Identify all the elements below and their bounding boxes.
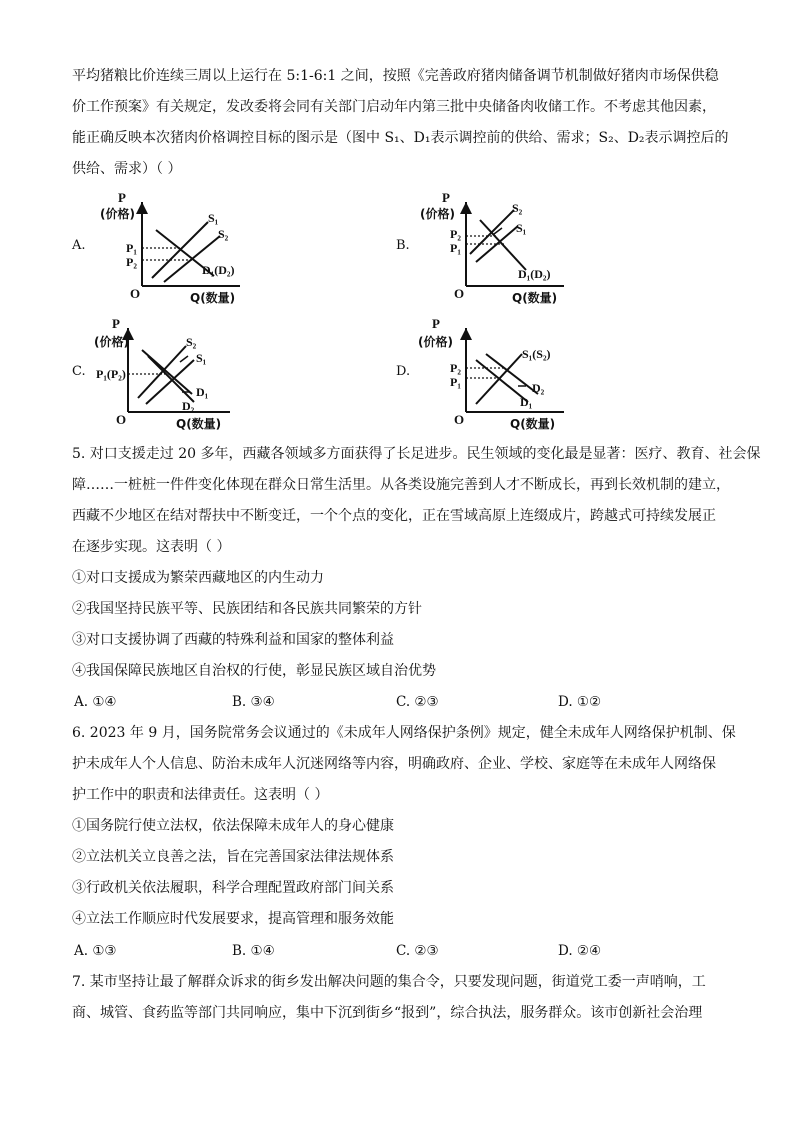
graph-c-origin: O — [116, 412, 127, 427]
graph-c-p-axis-label: P — [112, 316, 120, 331]
graph-d-supply-label: S₁(S₂) — [522, 347, 551, 361]
question-7-line-2: 商、城管、食药监等部门共同响应，集中下沉到街乡“报到”，综合执法，服务群众。该市创新社会治理 — [72, 1005, 703, 1021]
question-6-statement-3: ③行政机关依法履职，科学合理配置政府部门间关系 — [72, 880, 394, 896]
question-4-line-4: 供给、需求）（ ） — [72, 161, 182, 177]
graph-a-p-unit-label: (价格) — [100, 207, 135, 221]
graph-a-price-2-label: P₂ — [126, 255, 137, 269]
graph-d-origin: O — [454, 412, 465, 427]
graph-a-supply-2-label: S₂ — [218, 227, 229, 241]
question-7-line-1: 7. 某市坚持让最了解群众诉求的街乡发出解决问题的集合令，只要发现问题，街道党工委一声哨响，工 — [72, 974, 706, 990]
graph-c-price-label: P₁(P₂) — [96, 367, 126, 381]
graph-d-option-label: D. — [396, 364, 411, 379]
question-5-line-3: 西藏不少地区在结对帮扶中不断变迁，一个个点的变化，正在雪域高原上连缀成片，跨越式可持续发展正 — [72, 508, 716, 524]
question-6-line-1: 6. 2023 年 9 月，国务院常务会议通过的《未成年人网络保护条例》规定，健全未成年人网络保护机制、保 — [72, 725, 736, 741]
graph-b-price-1-label: P₁ — [450, 241, 461, 255]
question-5-statement-3: ③对口支援协调了西藏的特殊利益和国家的整体利益 — [72, 632, 394, 648]
graph-a-origin: O — [130, 286, 141, 301]
graph-d — [414, 316, 584, 436]
graph-d-demand-1-label: D₁ — [520, 395, 533, 409]
graph-c-option-label: C. — [72, 364, 86, 379]
graph-b-origin: O — [454, 286, 465, 301]
graph-d-price-1-label: P₁ — [450, 375, 461, 389]
question-6-statement-1: ①国务院行使立法权，依法保障未成年人的身心健康 — [72, 818, 394, 834]
question-5-option-c[interactable]: C. ②③ — [396, 694, 439, 710]
question-5-line-4: 在逐步实现。这表明（ ） — [72, 539, 231, 555]
graph-c-q-axis-label: Q(数量) — [176, 417, 222, 431]
graph-a-q-axis-label: Q(数量) — [190, 291, 236, 305]
graph-c-supply-2-label: S₂ — [186, 335, 197, 349]
question-5-option-b[interactable]: B. ③④ — [232, 694, 275, 710]
question-6-statement-2: ②立法机关立良善之法，旨在完善国家法律法规体系 — [72, 849, 394, 865]
graph-a-price-1-label: P₁ — [126, 241, 137, 255]
question-6-line-3: 护工作中的职责和法律责任。这表明（ ） — [72, 787, 329, 803]
graph-b-supply-1-label: S₁ — [516, 221, 527, 235]
question-5-option-d[interactable]: D. ①② — [558, 694, 602, 710]
graph-d-q-axis-label: Q(数量) — [510, 417, 556, 431]
question-4-line-2: 价工作预案》有关规定，发改委将会同有关部门启动年内第三批中央储备肉收储工作。不考虑其他因素， — [72, 99, 716, 115]
graph-d-demand-2-label: D₂ — [532, 381, 545, 395]
question-4-line-1: 平均猪粮比价连续三周以上运行在 5:1-6:1 之间，按照《完善政府猪肉储备调节机制做好猪肉市场保供稳 — [72, 68, 719, 84]
graph-b — [414, 190, 584, 310]
graph-a-demand-label: D₁(D₂) — [202, 263, 235, 277]
graph-c-supply-1-label: S₁ — [196, 351, 207, 365]
graph-b-supply-2-label: S₂ — [512, 201, 523, 215]
question-4-line-3: 能正确反映本次猪肉价格调控目标的图示是（图中 S₁、D₁表示调控前的供给、需求；S₂、D₂表示调控后的 — [72, 130, 729, 146]
graph-c-demand-2-label: D₂ — [182, 399, 195, 413]
graph-d-p-unit-label: (价格) — [418, 335, 453, 349]
question-6-statement-4: ④立法工作顺应时代发展要求，提高管理和服务效能 — [72, 911, 394, 927]
question-6-line-2: 护未成年人个人信息、防治未成年人沉迷网络等内容，明确政府、企业、学校、家庭等在未成年人网络保 — [72, 756, 716, 772]
graph-d-price-2-label: P₂ — [450, 361, 461, 375]
question-5-option-a[interactable]: A. ①④ — [74, 694, 117, 710]
question-5-statement-2: ②我国坚持民族平等、民族团结和各民族共同繁荣的方针 — [72, 601, 422, 617]
graph-b-p-unit-label: (价格) — [420, 207, 455, 221]
question-5-statement-1: ①对口支援成为繁荣西藏地区的内生动力 — [72, 570, 324, 586]
question-5-statement-4: ④我国保障民族地区自治权的行使，彰显民族区域自治优势 — [72, 663, 436, 679]
question-6-option-c[interactable]: C. ②③ — [396, 943, 439, 959]
graph-c-p-unit-label: (价格) — [94, 335, 129, 349]
graph-a-p-axis-label: P — [118, 190, 126, 205]
question-5-line-2: 障……一桩桩一件件变化体现在群众日常生活里。从各类设施完善到人才不断成长，再到长效机制的建立， — [72, 477, 730, 493]
graph-b-price-2-label: P₂ — [450, 227, 461, 241]
graph-b-demand-label: D₁(D₂) — [518, 267, 551, 281]
graph-a-option-label: A. — [72, 238, 86, 253]
graph-b-q-axis-label: Q(数量) — [512, 291, 558, 305]
graph-a — [90, 190, 260, 310]
graph-d-p-axis-label: P — [432, 316, 440, 331]
question-6-option-b[interactable]: B. ①④ — [232, 943, 275, 959]
graph-c — [90, 316, 260, 436]
graph-b-p-axis-label: P — [442, 190, 450, 205]
graph-a-supply-1-label: S₁ — [208, 211, 219, 225]
graph-c-demand-1-label: D₁ — [196, 385, 209, 399]
graph-b-option-label: B. — [396, 238, 410, 253]
question-6-option-a[interactable]: A. ①③ — [74, 943, 117, 959]
question-5-line-1: 5. 对口支援走过 20 多年，西藏各领域多方面获得了长足进步。民生领域的变化最是显著：医疗、教育、社会保 — [72, 446, 761, 462]
question-6-option-d[interactable]: D. ②④ — [558, 943, 602, 959]
